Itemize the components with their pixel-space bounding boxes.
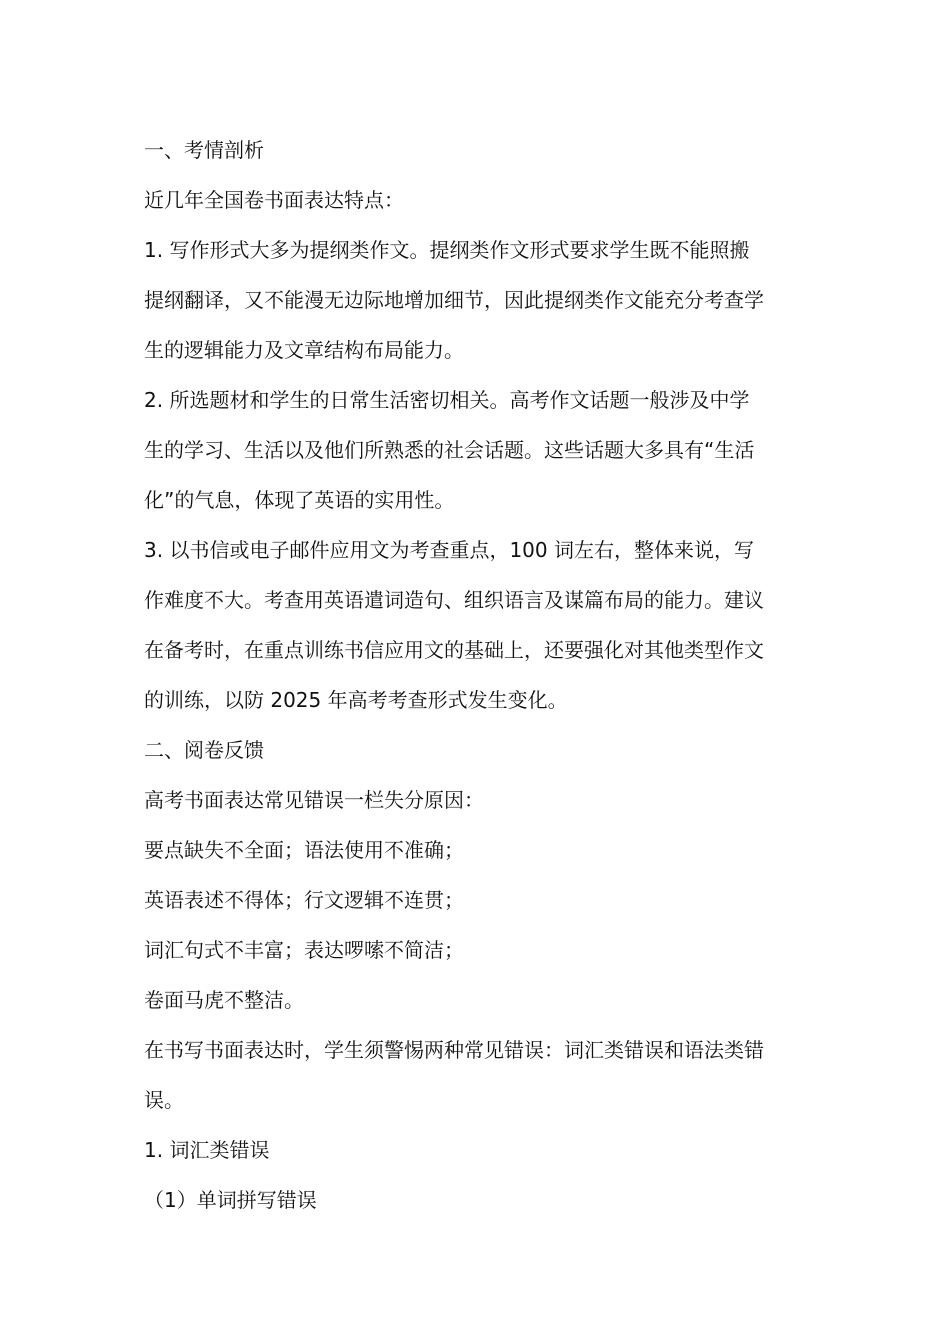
paragraph-line: 生的学习、生活以及他们所熟悉的社会话题。这些话题大多具有“生活 <box>144 438 755 462</box>
paragraph-line: 词汇句式不丰富；表达啰嗦不简洁； <box>144 938 464 962</box>
paragraph-line: 1. 写作形式大多为提纲类作文。提纲类作文形式要求学生既不能照搬 <box>144 238 750 262</box>
paragraph-line: 误。 <box>144 1088 184 1112</box>
paragraph-line: 生的逻辑能力及文章结构布局能力。 <box>144 338 464 362</box>
section-heading-feedback: 二、阅卷反馈 <box>144 738 264 762</box>
paragraph-line: 提纲翻译，又不能漫无边际地增加细节，因此提纲类作文能充分考查学 <box>144 288 764 312</box>
paragraph-line: 要点缺失不全面；语法使用不准确； <box>144 838 464 862</box>
paragraph-line: 卷面马虎不整洁。 <box>144 988 304 1012</box>
paragraph-line: 作难度不大。考查用英语遣词造句、组织语言及谋篇布局的能力。建议 <box>144 588 764 612</box>
paragraph-line: 2. 所选题材和学生的日常生活密切相关。高考作文话题一般涉及中学 <box>144 388 750 412</box>
paragraph-line: 化”的气息，体现了英语的实用性。 <box>144 488 455 512</box>
document-body <box>144 125 808 1225</box>
paragraph-line: 在书写书面表达时，学生须警惕两种常见错误：词汇类错误和语法类错 <box>144 1038 764 1062</box>
paragraph-line: 3. 以书信或电子邮件应用文为考查重点，100 词左右，整体来说，写 <box>144 538 754 562</box>
section-heading-analysis: 一、考情剖析 <box>144 138 264 162</box>
subsection-heading-vocabulary-errors: 1. 词汇类错误 <box>144 1138 270 1162</box>
paragraph-line: 的训练，以防 2025 年高考考查形式发生变化。 <box>144 688 568 712</box>
paragraph-line: 英语表述不得体；行文逻辑不连贯； <box>144 888 464 912</box>
paragraph-line: 近几年全国卷书面表达特点： <box>144 188 404 212</box>
paragraph-line: 高考书面表达常见错误一栏失分原因： <box>144 788 484 812</box>
subsection-heading-spelling-errors: （1）单词拼写错误 <box>144 1188 317 1212</box>
paragraph-line: 在备考时，在重点训练书信应用文的基础上，还要强化对其他类型作文 <box>144 638 764 662</box>
